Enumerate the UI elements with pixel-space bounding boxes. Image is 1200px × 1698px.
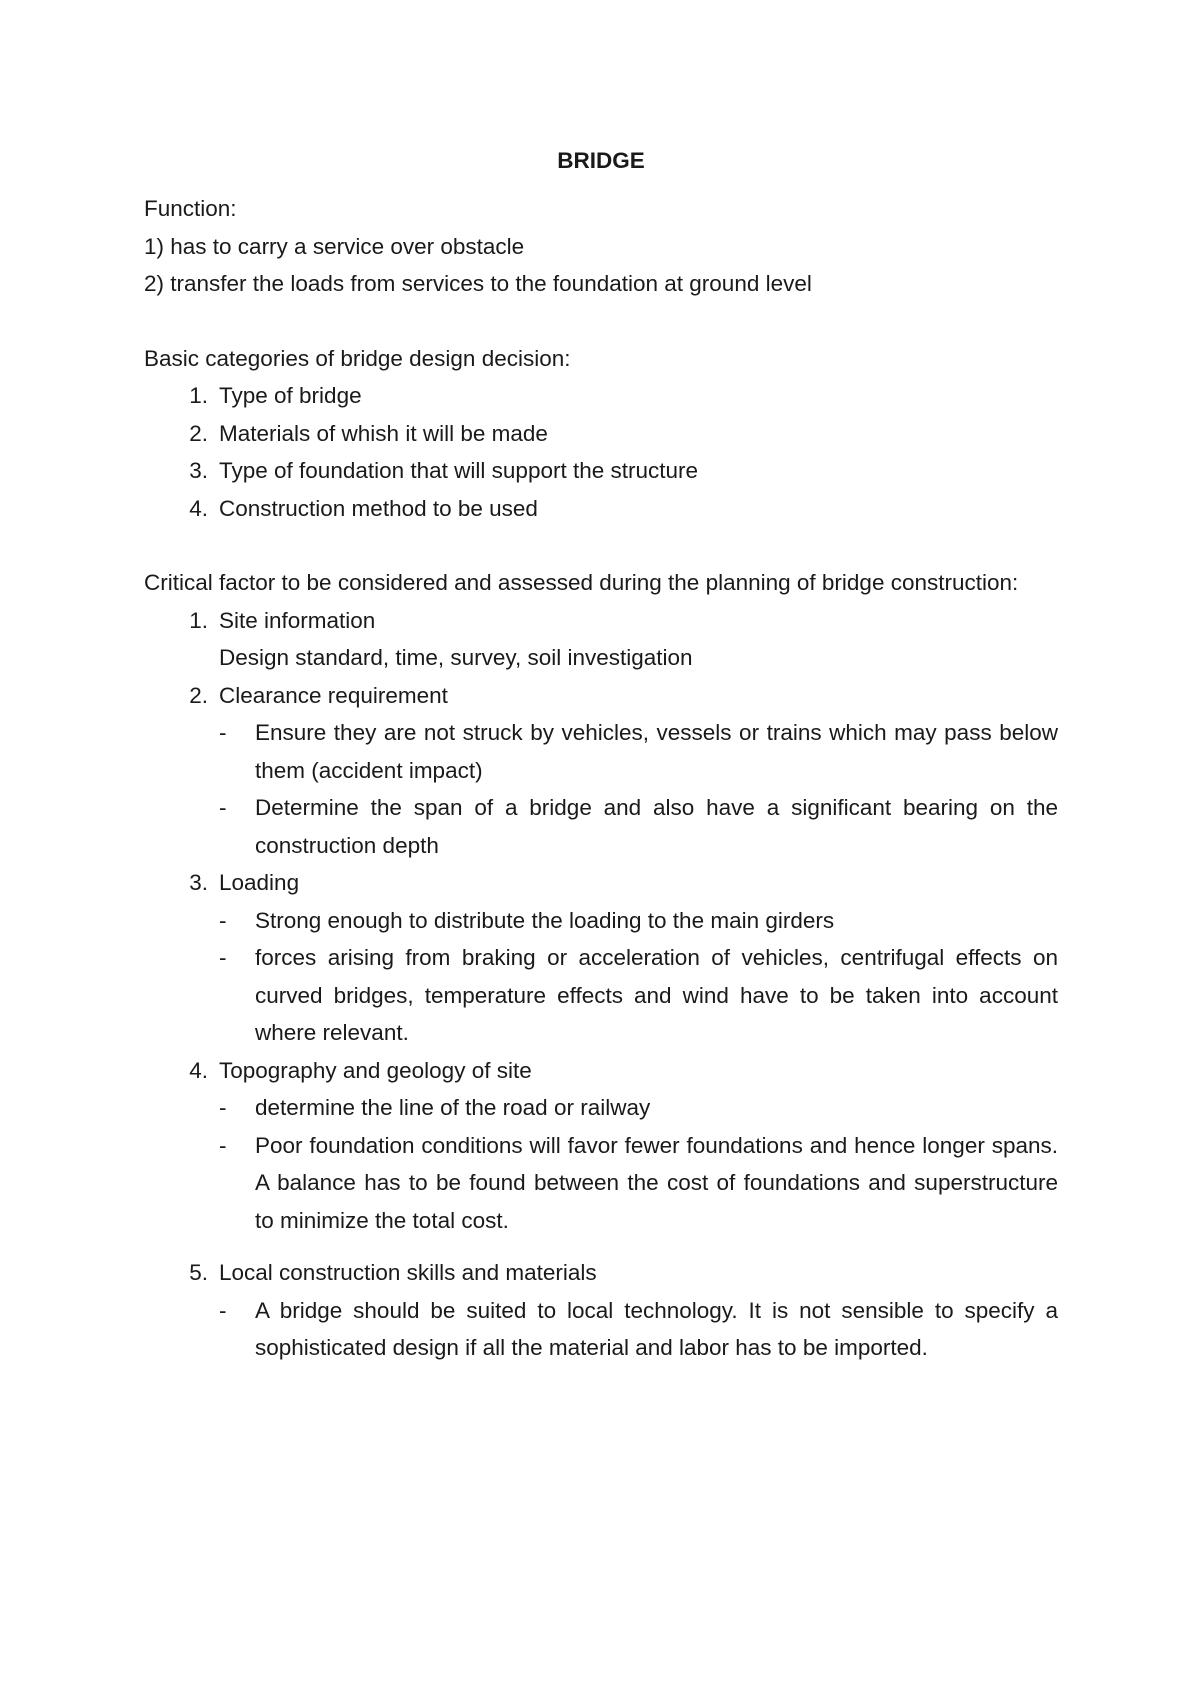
bullet-text: Poor foundation conditions will favor fewer foundations and hence longer spans. A balance has to be found between the cost of foundations and superstructure to minimize the total cost.	[255, 1132, 1058, 1233]
list-number: 5.	[189, 1260, 208, 1285]
list-text: Topography and geology of site	[219, 1057, 532, 1083]
list-number: 4.	[189, 495, 208, 521]
spacer	[144, 303, 1058, 340]
bullet-item	[144, 1127, 1058, 1240]
list-text: Materials of whish it will be made	[219, 420, 548, 446]
list-text: Type of bridge	[219, 383, 362, 408]
page-title: BRIDGE	[557, 148, 645, 173]
critical-heading: Critical factor to be considered and assessed during the planning of bridge construction:	[144, 570, 1019, 595]
spacer	[144, 527, 1058, 564]
list-subtext: Design standard, time, survey, soil investigation	[219, 645, 693, 670]
spacer	[144, 1239, 1058, 1254]
list-item	[144, 677, 1058, 715]
function-item: 1) has to carry a service over obstacle	[144, 233, 525, 259]
dash-marker: -	[219, 1132, 227, 1158]
list-number: 4.	[189, 1057, 208, 1083]
list-item	[144, 1052, 1058, 1090]
list-item	[144, 602, 1058, 640]
list-number: 1.	[189, 607, 208, 633]
list-text: Site information	[219, 607, 376, 633]
list-text: Type of foundation that will support the structure	[219, 458, 699, 483]
dash-marker: -	[219, 1297, 227, 1323]
dash-marker: -	[219, 795, 227, 820]
list-item	[144, 452, 1058, 490]
list-number: 3.	[189, 870, 208, 895]
bullet-item	[144, 789, 1058, 864]
bullet-item	[144, 1292, 1058, 1367]
document-page	[144, 146, 1058, 1367]
list-text: Clearance requirement	[219, 682, 448, 708]
bullet-text: Strong enough to distribute the loading to the main girders	[255, 907, 835, 933]
bullet-item	[144, 939, 1058, 1052]
bullet-text: Determine the span of a bridge and also have a significant bearing on the construction depth	[255, 795, 1058, 858]
bullet-item	[144, 714, 1058, 789]
list-number: 2.	[189, 420, 208, 446]
function-item: 2) transfer the loads from services to the foundation at ground level	[144, 271, 812, 296]
list-text: Local construction skills and materials	[219, 1260, 597, 1285]
dash-marker: -	[219, 945, 227, 970]
list-number: 2.	[189, 682, 208, 708]
basic-heading: Basic categories of bridge design decision:	[144, 345, 571, 371]
list-number: 3.	[189, 458, 208, 483]
list-text: Loading	[219, 870, 300, 895]
bullet-item	[144, 1089, 1058, 1127]
list-item	[144, 415, 1058, 453]
bullet-item	[144, 902, 1058, 940]
list-item	[144, 490, 1058, 528]
bullet-text: determine the line of the road or railway	[255, 1095, 651, 1120]
bullet-text: A bridge should be suited to local technology. It is not sensible to specify a sophisticated design if all the material and labor has to be imported.	[255, 1297, 1058, 1360]
list-number: 1.	[189, 383, 208, 408]
bullet-text: forces arising from braking or acceleration of vehicles, centrifugal effects on curved bridges, temperature effects and wind have to be taken into account where relevant.	[255, 945, 1058, 1045]
bullet-text: Ensure they are not struck by vehicles, vessels or trains which may pass below them (accident impact)	[255, 720, 1058, 783]
list-item	[144, 1254, 1058, 1292]
dash-marker: -	[219, 1095, 227, 1120]
list-item	[144, 864, 1058, 902]
dash-marker: -	[219, 907, 227, 933]
list-item	[144, 377, 1058, 415]
list-text: Construction method to be used	[219, 495, 538, 521]
dash-marker: -	[219, 720, 227, 745]
function-heading: Function:	[144, 196, 237, 221]
